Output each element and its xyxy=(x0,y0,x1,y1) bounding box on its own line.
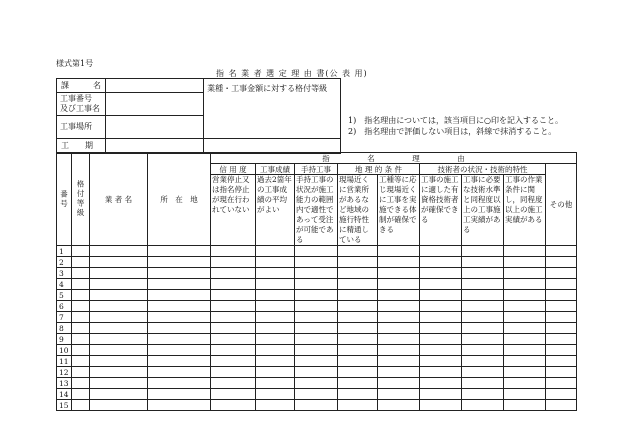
entry-cell[interactable] xyxy=(504,279,546,290)
entry-cell[interactable] xyxy=(148,345,211,356)
entry-cell[interactable] xyxy=(295,400,338,411)
section-field[interactable] xyxy=(105,79,203,93)
entry-cell[interactable] xyxy=(462,356,504,367)
entry-cell[interactable] xyxy=(256,400,295,411)
entry-cell[interactable] xyxy=(546,301,577,312)
entry-cell[interactable] xyxy=(211,312,256,323)
entry-cell[interactable] xyxy=(90,400,148,411)
entry-cell[interactable] xyxy=(378,400,420,411)
entry-cell[interactable] xyxy=(72,356,90,367)
table-row xyxy=(57,367,577,378)
table-row xyxy=(57,257,577,268)
entry-cell[interactable] xyxy=(462,367,504,378)
row-number: 2 xyxy=(57,257,72,268)
entry-cell[interactable] xyxy=(420,389,462,400)
number-header: 番号 xyxy=(57,153,72,246)
entry-cell[interactable] xyxy=(462,378,504,389)
entry-cell[interactable] xyxy=(148,334,211,345)
table-row xyxy=(57,279,577,290)
entry-cell[interactable] xyxy=(90,279,148,290)
entry-cell[interactable] xyxy=(295,389,338,400)
entry-cell[interactable] xyxy=(504,345,546,356)
entry-cell[interactable] xyxy=(504,389,546,400)
trust-header: 信 用 度 xyxy=(211,164,256,175)
grade-label: 業種・工事金額に対する格付等級 xyxy=(204,79,341,139)
entry-cell[interactable] xyxy=(90,312,148,323)
desc-geo-system: 工種等に応じ現場近くに工事を実施できる体制が確保できる xyxy=(378,175,420,246)
location-label: 工事場所 xyxy=(57,116,106,139)
entry-cell[interactable] xyxy=(504,246,546,257)
entry-cell[interactable] xyxy=(72,323,90,334)
entry-cell[interactable] xyxy=(90,290,148,301)
entry-cell[interactable] xyxy=(211,257,256,268)
entry-cell[interactable] xyxy=(211,279,256,290)
row-number: 8 xyxy=(57,323,72,334)
entry-cell[interactable] xyxy=(338,279,378,290)
entry-cell[interactable] xyxy=(211,356,256,367)
entry-cell[interactable] xyxy=(211,345,256,356)
entry-cell[interactable] xyxy=(338,356,378,367)
entry-cell[interactable] xyxy=(211,323,256,334)
address-header: 所 在 地 xyxy=(148,153,211,246)
section-label: 課 名 xyxy=(57,79,106,93)
entry-cell[interactable] xyxy=(420,257,462,268)
entry-cell[interactable] xyxy=(338,323,378,334)
desc-capacity: 手持工事の状況が施工能力の範囲内で適性であって受注が可能である xyxy=(295,175,338,246)
entry-cell[interactable] xyxy=(256,345,295,356)
entry-cell[interactable] xyxy=(462,290,504,301)
entry-cell[interactable] xyxy=(378,257,420,268)
table-row xyxy=(57,301,577,312)
entry-cell[interactable] xyxy=(420,334,462,345)
entry-cell[interactable] xyxy=(338,312,378,323)
entry-cell[interactable] xyxy=(462,345,504,356)
entry-cell[interactable] xyxy=(420,400,462,411)
desc-geo-office: 現場近くに営業所があるなど地域の施行特性に精通している xyxy=(338,175,378,246)
entry-cell[interactable] xyxy=(378,389,420,400)
entry-cell[interactable] xyxy=(504,323,546,334)
entry-cell[interactable] xyxy=(90,367,148,378)
entry-cell[interactable] xyxy=(90,246,148,257)
entry-cell[interactable] xyxy=(90,389,148,400)
table-row xyxy=(57,378,577,389)
entry-cell[interactable] xyxy=(256,312,295,323)
project-name-field[interactable] xyxy=(105,93,203,116)
entry-cell[interactable] xyxy=(90,323,148,334)
row-number: 4 xyxy=(57,279,72,290)
results-header: 工事成績 xyxy=(256,164,295,175)
entry-cell[interactable] xyxy=(295,290,338,301)
entry-cell[interactable] xyxy=(148,356,211,367)
entry-cell[interactable] xyxy=(148,389,211,400)
entry-cell[interactable] xyxy=(148,279,211,290)
entry-cell[interactable] xyxy=(546,323,577,334)
entry-cell[interactable] xyxy=(378,268,420,279)
entry-cell[interactable] xyxy=(546,389,577,400)
entry-cell[interactable] xyxy=(546,312,577,323)
note-1: 1) 指名理由については，該当項目に○印を記入すること。 xyxy=(348,116,564,125)
entry-cell[interactable] xyxy=(546,257,577,268)
entry-cell[interactable] xyxy=(90,301,148,312)
entry-cell[interactable] xyxy=(211,400,256,411)
table-row xyxy=(57,356,577,367)
entry-cell[interactable] xyxy=(72,312,90,323)
entry-cell[interactable] xyxy=(546,334,577,345)
entry-cell[interactable] xyxy=(420,312,462,323)
desc-tech-level: 工事に必要な技術水準と同程度以上の工事施工実績がある xyxy=(462,175,504,246)
period-label: 工 期 xyxy=(57,139,106,154)
entry-cell[interactable] xyxy=(420,356,462,367)
entry-cell[interactable] xyxy=(420,301,462,312)
entry-cell[interactable] xyxy=(72,290,90,301)
entry-cell[interactable] xyxy=(546,290,577,301)
entry-cell[interactable] xyxy=(546,246,577,257)
entry-cell[interactable] xyxy=(72,389,90,400)
project-name-label: 工事番号 及び工事名 xyxy=(57,93,106,116)
entry-cell[interactable] xyxy=(211,334,256,345)
entry-cell[interactable] xyxy=(72,279,90,290)
entry-cell[interactable] xyxy=(420,378,462,389)
entry-cell[interactable] xyxy=(295,367,338,378)
entry-cell[interactable] xyxy=(72,246,90,257)
entry-cell[interactable] xyxy=(378,323,420,334)
entry-cell[interactable] xyxy=(211,367,256,378)
entry-cell[interactable] xyxy=(148,400,211,411)
document-title: 指 名 業 者 選 定 理 由 書(公 表 用) xyxy=(216,69,368,78)
entry-cell[interactable] xyxy=(256,290,295,301)
entry-cell[interactable] xyxy=(462,279,504,290)
row-number: 10 xyxy=(57,345,72,356)
other-header: その他 xyxy=(546,164,577,246)
entry-cell[interactable] xyxy=(462,389,504,400)
entry-cell[interactable] xyxy=(148,246,211,257)
entry-cell[interactable] xyxy=(378,345,420,356)
entry-cell[interactable] xyxy=(378,290,420,301)
entry-cell[interactable] xyxy=(148,301,211,312)
entry-cell[interactable] xyxy=(546,400,577,411)
entry-cell[interactable] xyxy=(148,378,211,389)
entry-cell[interactable] xyxy=(462,312,504,323)
table-row xyxy=(57,345,577,356)
entry-cell[interactable] xyxy=(256,367,295,378)
entry-cell[interactable] xyxy=(546,356,577,367)
entry-cell[interactable] xyxy=(420,367,462,378)
location-field[interactable] xyxy=(105,116,203,139)
desc-trust: 営業停止又は指名停止が現在行われていない xyxy=(211,175,256,246)
table-row xyxy=(57,246,577,257)
table-row xyxy=(57,268,577,279)
entry-cell[interactable] xyxy=(256,378,295,389)
entry-cell[interactable] xyxy=(378,301,420,312)
entry-cell[interactable] xyxy=(378,312,420,323)
entry-cell[interactable] xyxy=(148,257,211,268)
row-number: 11 xyxy=(57,356,72,367)
entry-cell[interactable] xyxy=(546,345,577,356)
entry-cell[interactable] xyxy=(90,345,148,356)
entry-cell[interactable] xyxy=(295,345,338,356)
entry-cell[interactable] xyxy=(295,323,338,334)
entry-cell[interactable] xyxy=(378,279,420,290)
entry-cell[interactable] xyxy=(378,356,420,367)
desc-tech-conditions: 工事の作業条件に関し，同程度以上の施工実績がある xyxy=(504,175,546,246)
entry-cell[interactable] xyxy=(256,356,295,367)
entry-cell[interactable] xyxy=(72,367,90,378)
entry-cell[interactable] xyxy=(338,334,378,345)
row-number: 3 xyxy=(57,268,72,279)
entry-cell[interactable] xyxy=(420,246,462,257)
entry-cell[interactable] xyxy=(504,400,546,411)
table-row xyxy=(57,334,577,345)
entry-cell[interactable] xyxy=(72,334,90,345)
geo-header: 地 理 的 条 件 xyxy=(338,164,420,175)
entry-cell[interactable] xyxy=(338,389,378,400)
grade-header: 格付等級 xyxy=(72,153,90,246)
entry-cell[interactable] xyxy=(72,257,90,268)
tech-header: 技術者の状況・技術的特性 xyxy=(420,164,546,175)
row-number: 7 xyxy=(57,312,72,323)
entry-cell[interactable] xyxy=(211,246,256,257)
entry-cell[interactable] xyxy=(338,301,378,312)
entry-cell[interactable] xyxy=(504,356,546,367)
entry-cell[interactable] xyxy=(338,246,378,257)
entry-cell[interactable] xyxy=(256,389,295,400)
entry-cell[interactable] xyxy=(295,246,338,257)
entry-cell[interactable] xyxy=(72,301,90,312)
table-row xyxy=(57,290,577,301)
entry-cell[interactable] xyxy=(90,356,148,367)
entry-cell[interactable] xyxy=(338,290,378,301)
entry-cell[interactable] xyxy=(256,246,295,257)
entry-cell[interactable] xyxy=(338,400,378,411)
entry-cell[interactable] xyxy=(72,400,90,411)
entry-cell[interactable] xyxy=(211,378,256,389)
entry-cell[interactable] xyxy=(504,312,546,323)
entry-cell[interactable] xyxy=(420,345,462,356)
entry-cell[interactable] xyxy=(211,268,256,279)
entry-cell[interactable] xyxy=(338,367,378,378)
entry-cell[interactable] xyxy=(378,367,420,378)
entry-cell[interactable] xyxy=(211,301,256,312)
table-row xyxy=(57,389,577,400)
company-header: 業 者 名 xyxy=(90,153,148,246)
entry-cell[interactable] xyxy=(462,246,504,257)
entry-cell[interactable] xyxy=(295,279,338,290)
form-number: 様式第1号 xyxy=(56,59,94,68)
entry-cell[interactable] xyxy=(256,334,295,345)
entry-cell[interactable] xyxy=(72,268,90,279)
project-info-table xyxy=(56,78,341,154)
entry-cell[interactable] xyxy=(295,334,338,345)
entry-cell[interactable] xyxy=(462,400,504,411)
row-number: 5 xyxy=(57,290,72,301)
entry-cell[interactable] xyxy=(462,323,504,334)
entry-cell[interactable] xyxy=(504,367,546,378)
entry-cell[interactable] xyxy=(148,323,211,334)
entry-cell[interactable] xyxy=(504,268,546,279)
entry-cell[interactable] xyxy=(148,290,211,301)
entry-cell[interactable] xyxy=(295,257,338,268)
row-number: 1 xyxy=(57,246,72,257)
entry-cell[interactable] xyxy=(378,378,420,389)
reason-group-header: 指 名 理 由 xyxy=(211,153,577,164)
desc-tech-engineer: 工事の施工に適した有資格技術者が確保できる xyxy=(420,175,462,246)
note-2: 2) 指名理由で評価しない項目は，斜線で抹消すること。 xyxy=(348,127,557,136)
entry-cell[interactable] xyxy=(256,323,295,334)
entry-cell[interactable] xyxy=(256,279,295,290)
entry-cell[interactable] xyxy=(338,257,378,268)
desc-results: 過去2箇年の工事成績の平均がよい xyxy=(256,175,295,246)
entry-cell[interactable] xyxy=(504,378,546,389)
entry-cell[interactable] xyxy=(90,257,148,268)
row-number: 12 xyxy=(57,367,72,378)
entry-cell[interactable] xyxy=(504,257,546,268)
entry-cell[interactable] xyxy=(546,378,577,389)
entry-cell[interactable] xyxy=(90,334,148,345)
entry-cell[interactable] xyxy=(462,334,504,345)
entry-cell[interactable] xyxy=(256,257,295,268)
row-number: 13 xyxy=(57,378,72,389)
entry-cell[interactable] xyxy=(256,268,295,279)
entry-cell[interactable] xyxy=(504,301,546,312)
row-number: 6 xyxy=(57,301,72,312)
entry-cell[interactable] xyxy=(504,334,546,345)
row-number: 9 xyxy=(57,334,72,345)
selection-reasons-table xyxy=(56,152,577,411)
entry-cell[interactable] xyxy=(420,323,462,334)
entry-cell[interactable] xyxy=(546,367,577,378)
entry-cell[interactable] xyxy=(211,290,256,301)
entry-cell[interactable] xyxy=(462,257,504,268)
entry-cell[interactable] xyxy=(420,279,462,290)
table-row xyxy=(57,400,577,411)
entry-cell[interactable] xyxy=(90,268,148,279)
entry-cell[interactable] xyxy=(211,389,256,400)
entry-cell[interactable] xyxy=(148,312,211,323)
entry-cell[interactable] xyxy=(462,301,504,312)
entry-cell[interactable] xyxy=(72,345,90,356)
row-number: 15 xyxy=(57,400,72,411)
entry-cell[interactable] xyxy=(256,301,295,312)
entry-cell[interactable] xyxy=(504,290,546,301)
entry-cell[interactable] xyxy=(462,268,504,279)
entry-cell[interactable] xyxy=(546,279,577,290)
entry-cell[interactable] xyxy=(295,268,338,279)
row-number: 14 xyxy=(57,389,72,400)
entry-cell[interactable] xyxy=(295,312,338,323)
entry-cell[interactable] xyxy=(148,367,211,378)
capacity-header: 手持工事 xyxy=(295,164,338,175)
entry-cell[interactable] xyxy=(378,246,420,257)
entry-cell[interactable] xyxy=(295,301,338,312)
table-row xyxy=(57,323,577,334)
entry-cell[interactable] xyxy=(546,268,577,279)
table-row xyxy=(57,312,577,323)
entry-cell[interactable] xyxy=(420,290,462,301)
entry-cell[interactable] xyxy=(338,378,378,389)
entry-cell[interactable] xyxy=(338,268,378,279)
entry-cell[interactable] xyxy=(72,378,90,389)
entry-cell[interactable] xyxy=(295,378,338,389)
entry-cell[interactable] xyxy=(295,356,338,367)
entry-cell[interactable] xyxy=(378,334,420,345)
entry-cell[interactable] xyxy=(338,345,378,356)
entry-cell[interactable] xyxy=(420,268,462,279)
entry-cell[interactable] xyxy=(148,268,211,279)
entry-cell[interactable] xyxy=(90,378,148,389)
